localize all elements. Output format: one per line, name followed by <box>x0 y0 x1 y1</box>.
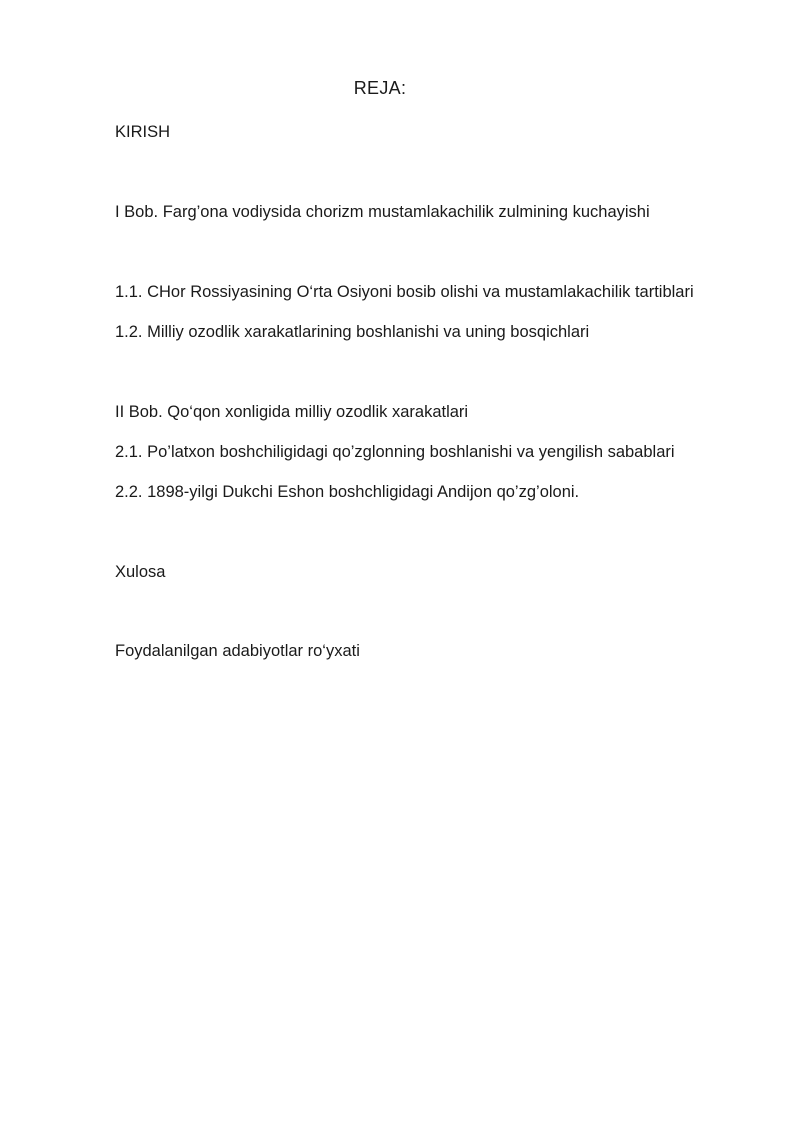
references-item: Foydalanilgan adabiyotlar ro‘yxati <box>115 642 360 660</box>
chapter-2-heading: II Bob. Qo‘qon xonligida milliy ozodlik xarakatlari <box>115 403 469 421</box>
page-title: REJA: <box>353 78 407 98</box>
section-2-1: 2.1. Po’latxon boshchiligidagi qo’zglonning boshlanishi va yengilish sabablari <box>115 443 675 461</box>
intro-item: KIRISH <box>115 123 171 141</box>
section-1-1: 1.1. CHor Rossiyasining O‘rta Osiyoni bosib olishi va mustamlakachilik tartiblari <box>115 283 694 301</box>
section-1-2: 1.2. Milliy ozodlik xarakatlarining boshlanishi va uning bosqichlari <box>115 323 590 341</box>
chapter-1-heading: I Bob. Farg’ona vodiysida chorizm mustamlakachilik zulmining kuchayishi <box>115 203 650 221</box>
conclusion-item: Xulosa <box>115 563 166 581</box>
section-2-2: 2.2. 1898-yilgi Dukchi Eshon boshchligidagi Andijon qo’zg’oloni. <box>115 483 580 501</box>
